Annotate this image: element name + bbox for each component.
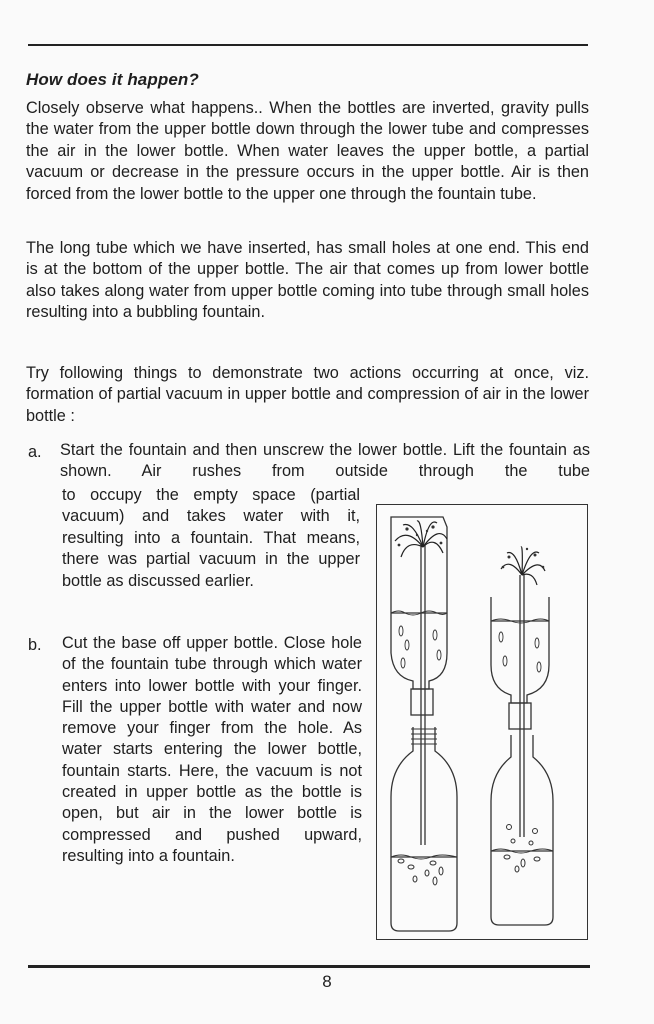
item-a-marker: a. (28, 443, 42, 461)
paragraph-2: The long tube which we have inserted, has small holes at one end. This end is at the bottom of the upper bottle. The air that comes up from lower bottle also takes along water from upper bottle coming into tube through small holes resulting into a bubbling fountain. (26, 239, 589, 322)
section-heading: How does it happen? (26, 70, 199, 89)
paragraph-1: Closely observe what happens.. When the bottles are inverted, gravity pulls the water from the upper bottle down through the lower tube and compresses the air in the lower bottle. When water leaves the upper bottle, a partial vacuum or decrease in the pressure occurs in the upper bottle. Air is then forced from the lower bottle to the upper one through the fountain tube. (26, 99, 589, 203)
paragraph-3: Try following things to demonstrate two actions occurring at once, viz. formation of partial vacuum in upper bottle and compression of air in the lower bottle : (26, 364, 589, 425)
item-a-text-rest: to occupy the empty space (partial vacuum) and takes water with it, resulting into a fountain. That means, there was partial vacuum in the upper bottle as discussed earlier. (62, 486, 360, 590)
bottle-fountain-drawing (377, 505, 589, 941)
bottom-rule (28, 965, 590, 968)
page-number: 8 (322, 972, 332, 991)
item-a-text-top: Start the fountain and then unscrew the lower bottle. Lift the fountain as shown. Air rushes from outside through the tube (60, 441, 590, 481)
item-b-text: Cut the base off upper bottle. Close hole of the fountain tube through which water enters into lower bottle with your finger. Fill the upper bottle with water and now remove your finger from the hole. As water starts entering the lower bottle, fountain starts. Here, the vacuum is not created in upper bottle as the bottle is open, but air in the lower bottle is compressed and pushed upward, resulting into a fountain. (62, 634, 362, 865)
fountain-illustration (376, 504, 588, 940)
item-b-marker: b. (28, 636, 42, 654)
top-rule (28, 44, 588, 46)
